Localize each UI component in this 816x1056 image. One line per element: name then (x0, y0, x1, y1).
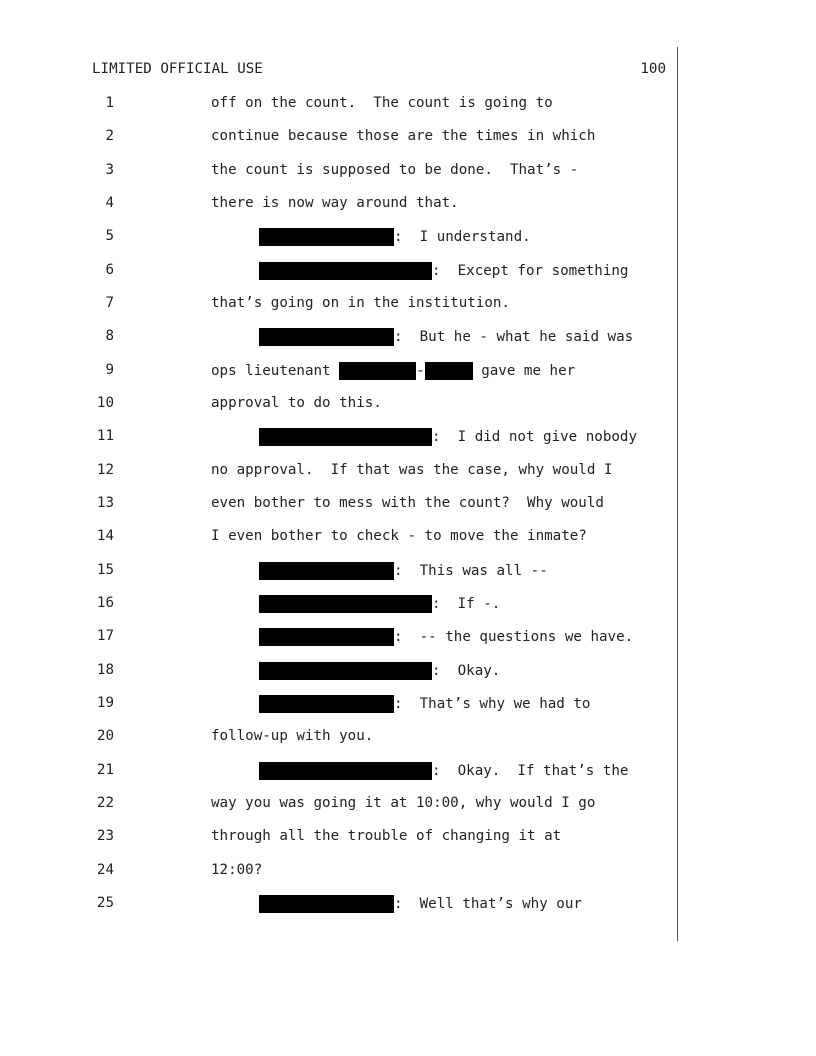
transcript-line (0, 662, 816, 682)
line-text: : I did not give nobody (432, 429, 637, 445)
redacted-speaker-name (259, 695, 394, 713)
line-number: 16 (96, 595, 114, 611)
line-text: even bother to mess with the count? Why would (211, 495, 604, 511)
speaker-line (259, 895, 582, 913)
transcript-line (0, 695, 816, 715)
line-text: continue because those are the times in which (211, 128, 596, 144)
line-number: 22 (96, 795, 114, 811)
redacted-speaker-name (259, 428, 432, 446)
line-text: no approval. If that was the case, why would I (211, 462, 613, 478)
line-number: 18 (96, 662, 114, 678)
line-number: 2 (105, 128, 114, 144)
line-number: 6 (105, 262, 114, 278)
redacted-speaker-name (259, 762, 432, 780)
line-number: 9 (105, 362, 114, 378)
transcript-line (0, 728, 816, 748)
line-number: 7 (105, 295, 114, 311)
speaker-line (259, 695, 590, 713)
transcript-line (0, 762, 816, 782)
transcript-line (0, 862, 816, 882)
redacted-speaker-name (259, 662, 432, 680)
transcript-line (0, 362, 816, 382)
transcript-line (0, 795, 816, 815)
speaker-line (259, 262, 628, 280)
line-text: : I understand. (394, 229, 531, 245)
speaker-line (259, 628, 633, 646)
line-text-after: gave me her (472, 363, 576, 379)
line-text: that’s going on in the institution. (211, 295, 510, 311)
classification-header: LIMITED OFFICIAL USE (92, 61, 263, 77)
line-text: : Except for something (432, 263, 629, 279)
line-number: 25 (96, 895, 114, 911)
speaker-line (259, 595, 500, 613)
transcript-line (0, 262, 816, 282)
transcript-line (0, 628, 816, 648)
transcript-line (0, 328, 816, 348)
transcript-line (0, 162, 816, 182)
line-number: 10 (96, 395, 114, 411)
line-text: through all the trouble of changing it at (211, 828, 562, 844)
line-number: 5 (105, 228, 114, 244)
transcript-line (0, 95, 816, 115)
speaker-line (259, 428, 637, 446)
redacted-speaker-name (259, 328, 394, 346)
redacted-name (339, 362, 416, 380)
redacted-speaker-name (259, 595, 432, 613)
transcript-line (0, 528, 816, 548)
line-number: 20 (96, 728, 114, 744)
line-text: : Okay. (432, 663, 501, 679)
line-number: 15 (96, 562, 114, 578)
line-text-before: ops lieutenant (211, 363, 340, 379)
redacted-name (425, 362, 473, 380)
transcript-line (0, 495, 816, 515)
line-number: 21 (96, 762, 114, 778)
line-number: 11 (96, 428, 114, 444)
line-number: 13 (96, 495, 114, 511)
redacted-speaker-name (259, 628, 394, 646)
line-number: 24 (96, 862, 114, 878)
transcript-line (0, 228, 816, 248)
line-text: way you was going it at 10:00, why would I go (211, 795, 596, 811)
line-number: 8 (105, 328, 114, 344)
transcript-line (0, 462, 816, 482)
transcript-line (0, 195, 816, 215)
line-number: 19 (96, 695, 114, 711)
transcript-line (0, 428, 816, 448)
line-number: 3 (105, 162, 114, 178)
transcript-line (0, 895, 816, 915)
transcript-line (0, 295, 816, 315)
line-text: the count is supposed to be done. That’s - (211, 162, 579, 178)
line-text: approval to do this. (211, 395, 382, 411)
speaker-line (259, 762, 628, 780)
line-text: : This was all -- (394, 563, 548, 579)
line-number: 17 (96, 628, 114, 644)
redacted-speaker-name (259, 262, 432, 280)
line-text: : Well that’s why our (394, 896, 582, 912)
line-text: there is now way around that. (211, 195, 459, 211)
line-text: I even bother to check - to move the inmate? (211, 528, 587, 544)
page-number: 100 (640, 61, 666, 77)
speaker-line (259, 228, 531, 246)
speaker-line (259, 562, 548, 580)
line-number: 23 (96, 828, 114, 844)
redacted-speaker-name (259, 895, 394, 913)
line-text: off on the count. The count is going to (211, 95, 553, 111)
line-text: : If -. (432, 596, 501, 612)
line-number: 14 (96, 528, 114, 544)
line-number: 12 (96, 462, 114, 478)
line-text: follow-up with you. (211, 728, 374, 744)
line-number: 1 (105, 95, 114, 111)
line-text: 12:00? (211, 862, 263, 878)
transcript-line (0, 828, 816, 848)
line-text-dash: - (416, 363, 425, 379)
line-text (211, 362, 575, 380)
line-text: : That’s why we had to (394, 696, 591, 712)
speaker-line (259, 662, 500, 680)
line-text: : -- the questions we have. (394, 629, 634, 645)
transcript-line (0, 595, 816, 615)
line-number: 4 (105, 195, 114, 211)
speaker-line (259, 328, 633, 346)
redacted-speaker-name (259, 562, 394, 580)
transcript-line (0, 562, 816, 582)
line-text: : But he - what he said was (394, 329, 634, 345)
line-text: : Okay. If that’s the (432, 763, 629, 779)
transcript-line (0, 128, 816, 148)
redacted-speaker-name (259, 228, 394, 246)
transcript-line (0, 395, 816, 415)
